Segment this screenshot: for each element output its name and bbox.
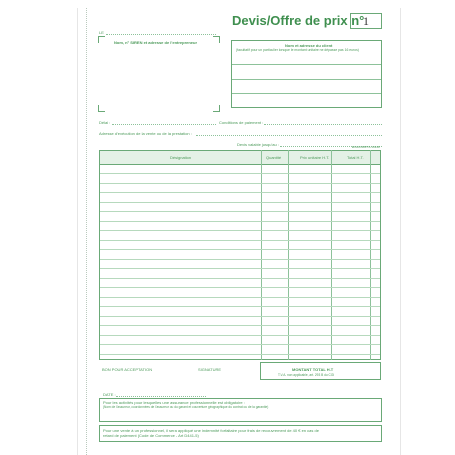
client-line xyxy=(232,93,381,94)
montant-label: MONTANT TOTAL H.T xyxy=(292,367,334,372)
table-row-line xyxy=(100,297,380,298)
recouvrement-text-2: retard de paiement (Code de Commerce - Art D441-5) xyxy=(103,433,199,438)
table-row-line xyxy=(100,344,380,345)
perforation-line xyxy=(86,8,91,455)
col-divider xyxy=(370,150,371,360)
table-row-line xyxy=(100,354,380,355)
table-row-line xyxy=(100,183,380,184)
col-divider xyxy=(288,150,289,360)
table-row-line xyxy=(100,335,380,336)
bon-label: BON POUR ACCEPTATION xyxy=(102,367,153,372)
table-row-line xyxy=(100,287,380,288)
table-row-line xyxy=(100,249,380,250)
client-line xyxy=(232,79,381,80)
date-label: DATE : xyxy=(103,392,116,397)
table-row-line xyxy=(100,230,380,231)
client-note: (facultatif pour un particulier lorsque le montant unitaire ne dépasse pas 16 euros) xyxy=(236,48,359,52)
client-label: Nom et adresse du client xyxy=(285,43,333,48)
conditions-label: Conditions de paiement : xyxy=(219,120,264,125)
table-row-line xyxy=(100,240,380,241)
col-designation: Désignation xyxy=(170,155,192,160)
assurance-text: Pour les activités pour lesquelles une assurance professionnelle est obligatoire : xyxy=(103,400,245,405)
le-line xyxy=(106,34,216,35)
table-row-line xyxy=(100,316,380,317)
validite-label: Devis valable jusqu'au : xyxy=(237,142,279,147)
table-row-line xyxy=(100,259,380,260)
delai-label: Délai : xyxy=(99,120,111,125)
table-row-line xyxy=(100,211,380,212)
ref-code: EXACOMPTA 13148 xyxy=(352,145,380,149)
tva-note: T.V.A. non applicable, art. 293 B du CGI xyxy=(278,373,335,377)
document-title: Devis/Offre de prix n° xyxy=(232,13,365,28)
col-divider xyxy=(331,150,332,360)
entrepreneur-box xyxy=(98,36,220,112)
document-number: 1 xyxy=(350,13,382,29)
assurance-sub: (Nom de l'assureur, coordonnées de l'assureur ou du garant et couverture géographique du contrat ou de la garantie) xyxy=(103,405,269,409)
le-label: LE xyxy=(99,30,104,35)
adresse-label: Adresse d'exécution de la vente ou de la prestation : xyxy=(99,131,192,136)
delai-line xyxy=(112,124,216,125)
signature-label: SIGNATURE xyxy=(198,367,222,372)
table-row-line xyxy=(100,173,380,174)
conditions-line xyxy=(264,124,382,125)
table-row-line xyxy=(100,221,380,222)
col-quantite: Quantité xyxy=(266,155,282,160)
items-table xyxy=(99,150,381,360)
recouvrement-text-1: Pour une vente à un professionnel, il sera appliqué une indemnité forfaitaire pour frais de recouvrement de 40 € en cas de xyxy=(103,428,319,433)
client-line xyxy=(232,64,381,65)
entrepreneur-label: Nom, n° SIREN et adresse de l'entrepreneur xyxy=(114,40,198,45)
date-line xyxy=(116,396,206,397)
col-divider xyxy=(261,150,262,360)
col-total: Total H.T. xyxy=(347,155,364,160)
table-row-line xyxy=(100,268,380,269)
adresse-line xyxy=(196,135,382,136)
table-row-line xyxy=(100,202,380,203)
table-row-line xyxy=(100,306,380,307)
table-row-line xyxy=(100,325,380,326)
col-prix-unitaire: Prix unitaire H.T. xyxy=(300,155,330,160)
table-row-line xyxy=(100,192,380,193)
table-row-line xyxy=(100,278,380,279)
